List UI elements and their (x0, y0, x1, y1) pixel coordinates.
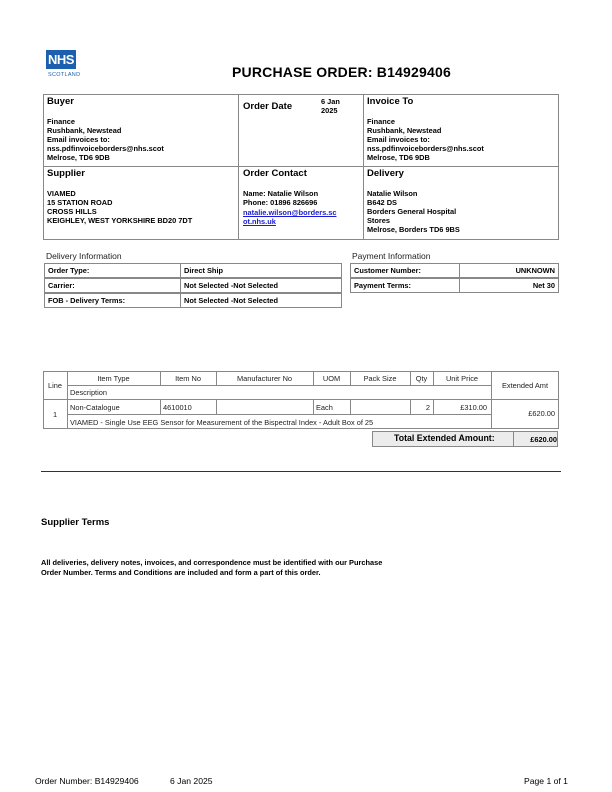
col-pack-size-header: Pack Size (363, 374, 397, 383)
supplier-address: VIAMED 15 STATION ROAD CROSS HILLS KEIGHLEY, WEST YORKSHIRE BD20 7DT (47, 189, 193, 225)
payment-terms-value: Net 30 (459, 278, 559, 293)
page-title: PURCHASE ORDER: B14929406 (232, 64, 451, 80)
col-qty-header: Qty (415, 374, 428, 383)
section-divider (41, 471, 561, 472)
col-description-header: Description (70, 388, 107, 397)
delivery-info-heading: Delivery Information (46, 251, 122, 261)
row-description: VIAMED - Single Use EEG Sensor for Measurement of the Bispectral Index - Adult Box of 25 (70, 418, 374, 427)
footer-order-number: Order Number: B14929406 (35, 776, 139, 786)
order-type-value: Direct Ship (180, 263, 342, 278)
contact-email-link[interactable]: natalie.wilson@borders.sc ot.nhs.uk (243, 208, 337, 226)
total-value: £620.00 (530, 435, 557, 444)
payment-info-heading: Payment Information (352, 251, 431, 261)
logo-mark: NHS (46, 50, 76, 69)
row-extended-amt: £620.00 (528, 409, 555, 418)
buyer-address: Finance Rushbank, Newstead Email invoices to: nss.pdfinvoiceborders@nhs.scot Melrose, TD6 9DB (47, 117, 164, 162)
row-unit-price: £310.00 (460, 403, 487, 412)
logo-subtitle: SCOTLAND (48, 72, 81, 78)
customer-number-value: UNKNOWN (459, 263, 559, 278)
supplier-label: Supplier (47, 168, 86, 179)
row-item-no: 4610010 (163, 403, 192, 412)
col-unit-price-header: Unit Price (445, 374, 479, 383)
order-date-label: Order Date (243, 101, 293, 112)
nhs-scotland-logo (44, 50, 84, 78)
invoice-to-label: Invoice To (367, 96, 414, 107)
payment-terms-label: Payment Terms: (350, 278, 460, 293)
customer-number-label: Customer Number: (350, 263, 460, 278)
fob-label: FOB - Delivery Terms: (44, 293, 181, 308)
row-item-type: Non-Catalogue (70, 403, 120, 412)
supplier-terms-heading: Supplier Terms (41, 517, 110, 528)
footer-page-number: Page 1 of 1 (524, 776, 568, 786)
col-extended-amt-header: Extended Amt (501, 381, 548, 390)
carrier-label: Carrier: (44, 278, 181, 293)
col-manufacturer-no-header: Manufacturer No (236, 374, 293, 383)
buyer-label: Buyer (47, 96, 74, 107)
invoice-to-address: Finance Rushbank, Newstead Email invoices to: nss.pdfinvoiceborders@nhs.scot Melrose, TD6 9DB (367, 117, 484, 162)
col-item-no-header: Item No (175, 374, 201, 383)
supplier-terms-text: All deliveries, delivery notes, invoices, and correspondence must be identified with our Purchase Order Number. Terms and Conditions are included and form a part of this order. (41, 558, 383, 577)
delivery-label: Delivery (367, 168, 404, 179)
row-line: 1 (52, 410, 58, 419)
footer-date: 6 Jan 2025 (170, 776, 213, 786)
col-item-type-header: Item Type (97, 374, 130, 383)
carrier-value: Not Selected -Not Selected (180, 278, 342, 293)
total-label: Total Extended Amount: (394, 433, 495, 443)
order-contact-label: Order Contact (243, 168, 307, 179)
order-date-value: 6 Jan 2025 (321, 97, 340, 115)
row-uom: Each (316, 403, 333, 412)
row-qty: 2 (425, 403, 430, 412)
delivery-address: Natalie Wilson B642 DS Borders General Hospital Stores Melrose, Borders TD6 9BS (367, 189, 460, 234)
fob-value: Not Selected -Not Selected (180, 293, 342, 308)
order-type-label: Order Type: (44, 263, 181, 278)
col-uom-header: UOM (322, 374, 341, 383)
order-contact-details: Name: Natalie Wilson Phone: 01896 826696 (243, 189, 319, 207)
col-line-header: Line (48, 381, 62, 390)
